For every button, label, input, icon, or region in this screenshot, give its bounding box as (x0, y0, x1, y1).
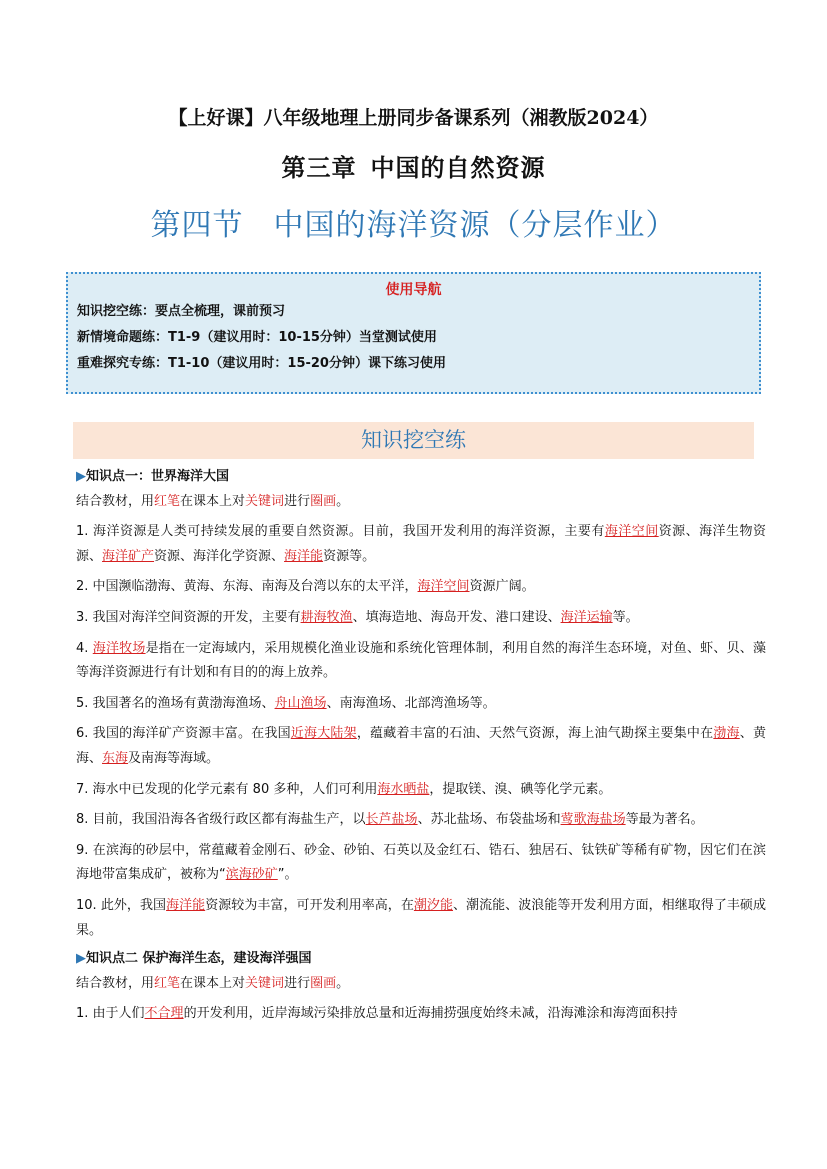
usage-guide-line: 新情境命题练：T1-9（建议用时：10-15分钟）当堂测试使用 (77, 330, 437, 345)
instruction: 结合教材，用红笔在课本上对关键词进行圈画。 (76, 493, 350, 509)
list-item: 9. 在滨海的砂层中，常蕴藏着金刚石、砂金、砂铂、石英以及金红石、锆石、独居石、钛铁矿等稀有矿物，因它们在滨海地带富集成矿，被称为“滨海砂矿”。 (76, 842, 766, 883)
triangle-marker-icon: ▶ (76, 951, 86, 967)
list-item: 2. 中国濒临渤海、黄海、东海、南海及台湾以东的太平洋，海洋空间资源广阔。 (76, 579, 535, 595)
usage-guide-box (66, 272, 761, 394)
knowledge-point-title: 知识点二 保护海洋生态，建设海洋强国 (86, 951, 312, 967)
list-item: 10. 此外，我国海洋能资源较为丰富，可开发利用率高，在潮汐能、潮流能、波浪能等开发利用方面，相继取得了丰硕成果。 (76, 897, 766, 938)
section-banner: 知识挖空练 (73, 422, 754, 459)
usage-guide-title: 使用导航 (385, 282, 442, 298)
knowledge-point-2-heading (76, 947, 766, 972)
section-title (0, 200, 827, 244)
list-item: 4. 海洋牧场是指在一定海域内，采用规模化渔业设施和系统化管理体制，利用自然的海洋生态环境，对鱼、虾、贝、藻等海洋资源进行有计划和有目的的海上放养。 (76, 640, 766, 681)
section-name: 中国的海洋资源（分层作业） (273, 208, 677, 243)
answer-keyword: 东海 (102, 750, 129, 766)
answer-keyword: 海洋空间 (417, 579, 470, 595)
usage-guide-line: 重难探究专练：T1-10（建议用时：15-20分钟）课下练习使用 (77, 356, 446, 371)
chapter-number: 第三章 (281, 154, 357, 182)
list-item: 6. 我国的海洋矿产资源丰富。在我国近海大陆架，蕴藏着丰富的石油、天然气资源，海上油气勘探主要集中在渤海、黄海、东海及南海等海域。 (76, 726, 766, 766)
series-title: 【上好课】八年级地理上册同步备课系列（湘教版2024） (168, 107, 659, 129)
chapter-name: 中国的自然资源 (370, 154, 546, 182)
usage-guide-line: 知识挖空练：要点全梳理，课前预习 (77, 304, 286, 319)
answer-keyword: 不合理 (144, 1006, 184, 1022)
list-item: 1. 由于人们不合理的开发利用，近岸海域污染排放总量和近海捕捞强度始终未减，沿海滩涂和海湾面积持 (76, 1006, 678, 1022)
answer-keyword: 近海大陆架 (290, 726, 357, 742)
answer-keyword: 海洋能 (284, 548, 324, 564)
answer-keyword: 海洋空间 (604, 524, 659, 540)
answer-keyword: 海水晒盐 (377, 781, 430, 797)
list-item: 1. 海洋资源是人类可持续发展的重要自然资源。目前，我国开发利用的海洋资源，主要有海洋空间资源、海洋生物资源、海洋矿产资源、海洋化学资源、海洋能资源等。 (76, 524, 766, 564)
knowledge-point-1-heading (76, 465, 766, 490)
answer-keyword: 海洋能 (166, 897, 206, 913)
answer-keyword: 滨海砂矿 (225, 867, 278, 883)
instruction: 结合教材，用红笔在课本上对关键词进行圈画。 (76, 975, 350, 991)
answer-keyword: 莺歌海盐场 (560, 812, 626, 828)
knowledge-content (76, 465, 766, 1027)
answer-keyword: 海洋运输 (560, 609, 613, 625)
answer-keyword: 长芦盐场 (365, 812, 418, 828)
list-item: 7. 海水中已发现的化学元素有 80 多种，人们可利用海水晒盐，提取镁、溴、碘等化学元素。 (76, 781, 612, 797)
list-item: 5. 我国著名的渔场有黄渤海渔场、舟山渔场、南海渔场、北部湾渔场等。 (76, 695, 496, 711)
knowledge-point-title: 知识点一：世界海洋大国 (86, 469, 230, 484)
answer-keyword: 渤海 (713, 726, 740, 742)
answer-keyword: 海洋牧场 (92, 640, 146, 656)
triangle-marker-icon: ▶ (76, 469, 86, 484)
answer-keyword: 海洋矿产 (102, 548, 155, 564)
list-item: 3. 我国对海洋空间资源的开发，主要有耕海牧渔、填海造地、海岛开发、港口建设、海洋运输等。 (76, 609, 639, 625)
answer-keyword: 潮汐能 (413, 897, 454, 913)
answer-keyword: 耕海牧渔 (300, 609, 353, 625)
section-number: 第四节 (150, 208, 244, 243)
answer-keyword: 舟山渔场 (274, 695, 327, 711)
chapter-title (0, 148, 827, 183)
list-item: 8. 目前，我国沿海各省级行政区都有海盐生产，以长芦盐场、苏北盐场、布袋盐场和莺歌海盐场等最为著名。 (76, 812, 704, 828)
